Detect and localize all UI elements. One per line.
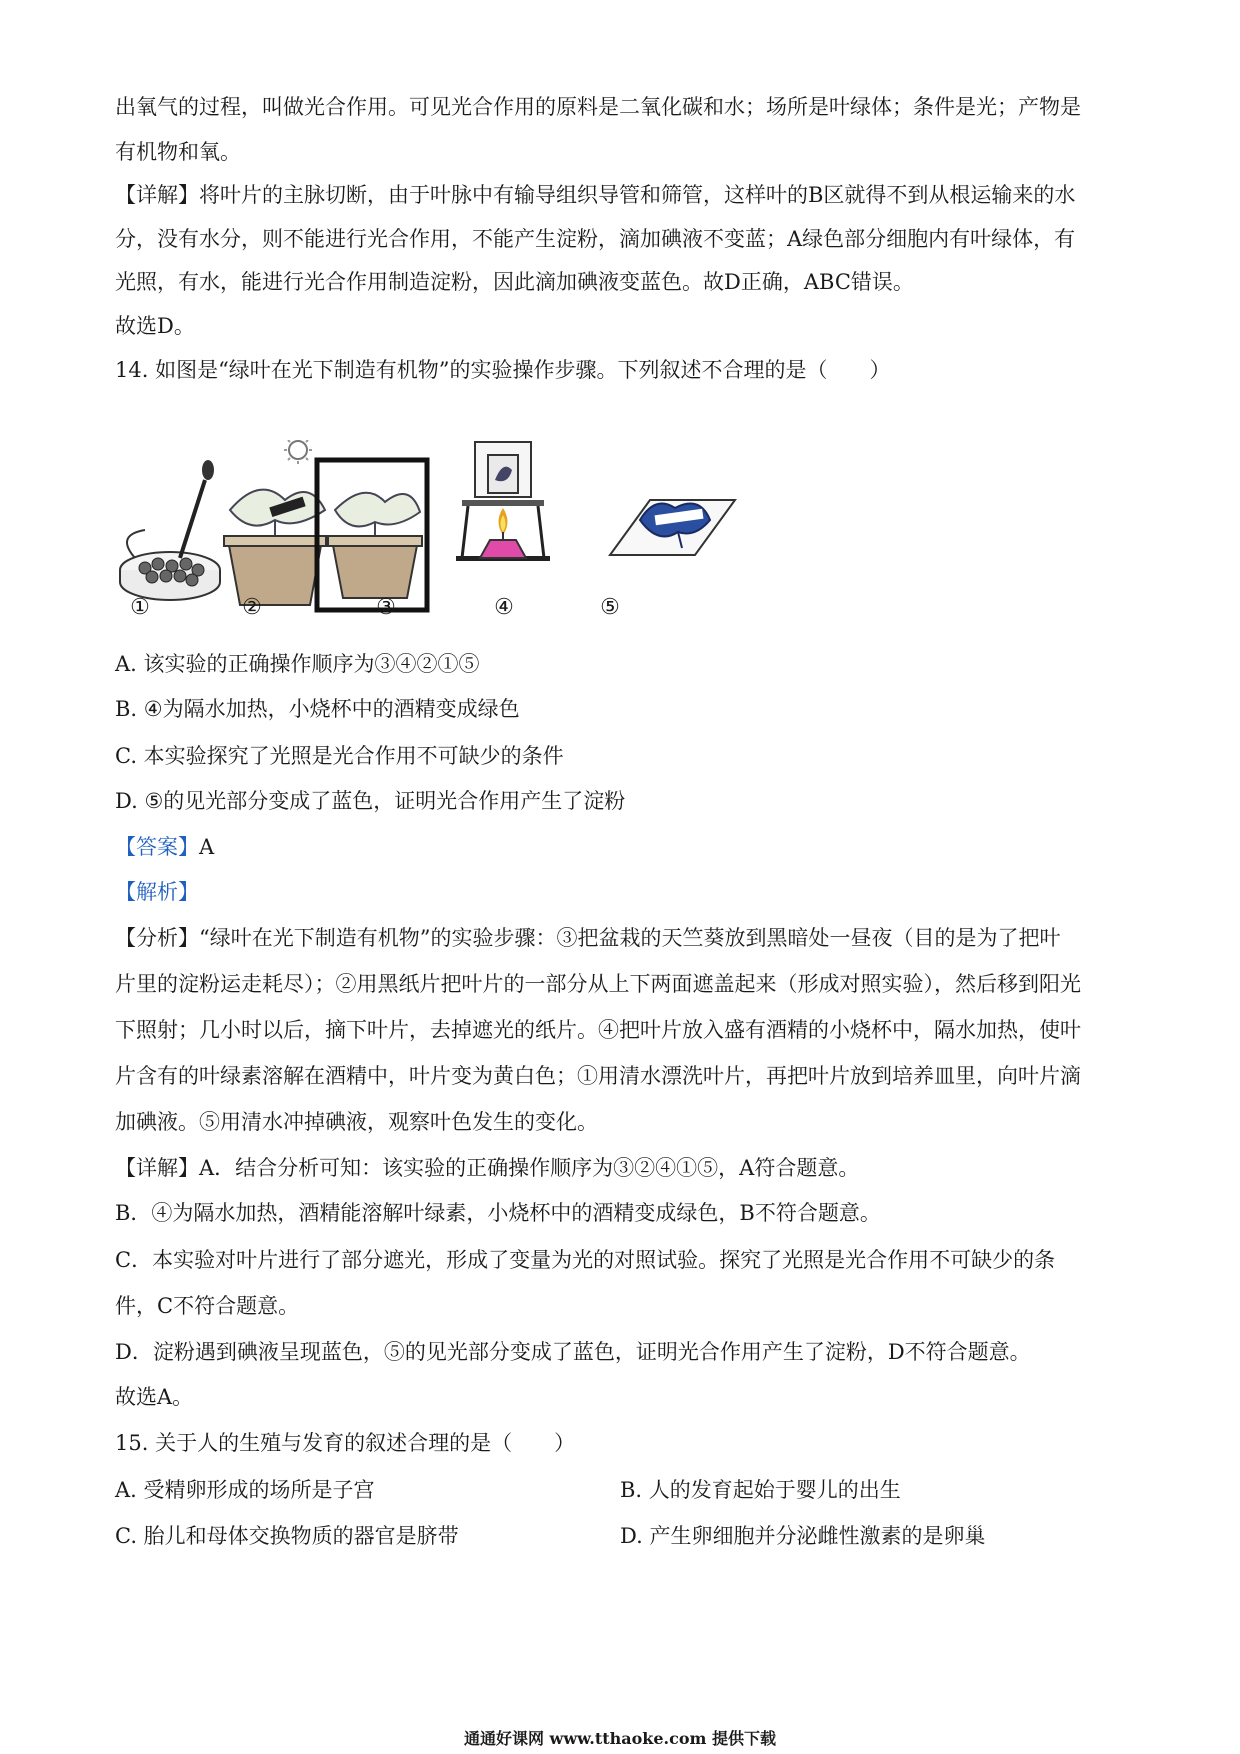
q15-option-d: D. 产生卵细胞并分泌雌性激素的是卵巢	[620, 1524, 986, 1548]
analysis-line: C．本实验对叶片进行了部分遮光，形成了变量为光的对照试验。探究了光照是光合作用不可缺少的条	[115, 1248, 1056, 1272]
q14-option-d: D. ⑤的见光部分变成了蓝色，证明光合作用产生了淀粉	[115, 789, 626, 813]
figure-label-1: ①	[130, 595, 150, 620]
question-15-stem: 15. 关于人的生殖与发育的叙述合理的是（ ）	[115, 1431, 576, 1455]
body-line: 出氧气的过程，叫做光合作用。可见光合作用的原料是二氧化碳和水；场所是叶绿体；条件是光；产物是	[115, 95, 1081, 119]
analysis-line: 【分析】“绿叶在光下制造有机物”的实验步骤：③把盆栽的天竺葵放到黑暗处一昼夜（目的是为了把叶	[115, 926, 1061, 950]
petri-dish-dropper-illustration	[120, 460, 220, 600]
figure-label-2: ②	[242, 595, 262, 620]
answer-line	[115, 832, 1135, 862]
figure-label-5: ⑤	[600, 595, 620, 620]
q15-option-b: B. 人的发育起始于婴儿的出生	[620, 1478, 901, 1502]
body-line: 光照，有水，能进行光合作用制造淀粉，因此滴加碘液变蓝色。故D正确，ABC错误。	[115, 270, 914, 294]
footer-watermark: 通通好课网 www.tthaoke.com 提供下载	[463, 1729, 777, 1748]
iodine-leaf-illustration	[610, 500, 735, 555]
analysis-line: D．淀粉遇到碘液呈现蓝色，⑤的见光部分变成了蓝色，证明光合作用产生了淀粉，D不符合题意。	[115, 1340, 1031, 1364]
q14-option-c: C. 本实验探究了光照是光合作用不可缺少的条件	[115, 744, 564, 768]
q15-option-a: A. 受精卵形成的场所是子宫	[115, 1478, 375, 1502]
body-line: 有机物和氧。	[115, 140, 241, 164]
q15-option-c: C. 胎儿和母体交换物质的器官是脐带	[115, 1524, 459, 1548]
answer-tag: 【答案】	[115, 835, 199, 859]
analysis-line: 件，C不符合题意。	[115, 1294, 300, 1318]
body-line: 【详解】将叶片的主脉切断，由于叶脉中有输导组织导管和筛管，这样叶的B区就得不到从根运输来的水	[115, 183, 1076, 207]
water-bath-heating-illustration	[456, 442, 550, 561]
figure-label-3: ③	[376, 595, 396, 620]
dark-box-plant-illustration	[317, 460, 427, 610]
question-14-stem: 14. 如图是“绿叶在光下制造有机物”的实验操作步骤。下列叙述不合理的是（ ）	[115, 358, 891, 382]
analysis-line: 【详解】A．结合分析可知：该实验的正确操作顺序为③②④①⑤，A符合题意。	[115, 1156, 860, 1180]
answer-value: A	[199, 835, 215, 859]
analysis-line: B．④为隔水加热，酒精能溶解叶绿素，小烧杯中的酒精变成绿色，B不符合题意。	[115, 1201, 881, 1225]
analysis-line: 片里的淀粉运走耗尽）；②用黑纸片把叶片的一部分从上下两面遮盖起来（形成对照实验），然后移到阳光	[115, 972, 1081, 996]
analysis-line: 片含有的叶绿素溶解在酒精中，叶片变为黄白色；①用清水漂洗叶片，再把叶片放到培养皿里，向叶片滴	[115, 1064, 1081, 1088]
body-line: 故选D。	[115, 314, 195, 338]
analysis-line: 故选A。	[115, 1385, 194, 1409]
experiment-figure	[110, 440, 770, 630]
body-line: 分，没有水分，则不能进行光合作用，不能产生淀粉，滴加碘液不变蓝；A绿色部分细胞内有叶绿体，有	[115, 227, 1076, 251]
q14-option-a: A. 该实验的正确操作顺序为③④②①⑤	[115, 652, 480, 676]
q14-option-b: B. ④为隔水加热，小烧杯中的酒精变成绿色	[115, 697, 520, 721]
sunlit-plant-illustration	[224, 440, 326, 605]
analysis-line: 下照射；几小时以后，摘下叶片，去掉遮光的纸片。④把叶片放入盛有酒精的小烧杯中，隔水加热，使叶	[115, 1018, 1081, 1042]
analysis-line: 加碘液。⑤用清水冲掉碘液，观察叶色发生的变化。	[115, 1110, 598, 1134]
figure-label-4: ④	[494, 595, 514, 620]
analysis-tag: 【解析】	[115, 880, 199, 904]
